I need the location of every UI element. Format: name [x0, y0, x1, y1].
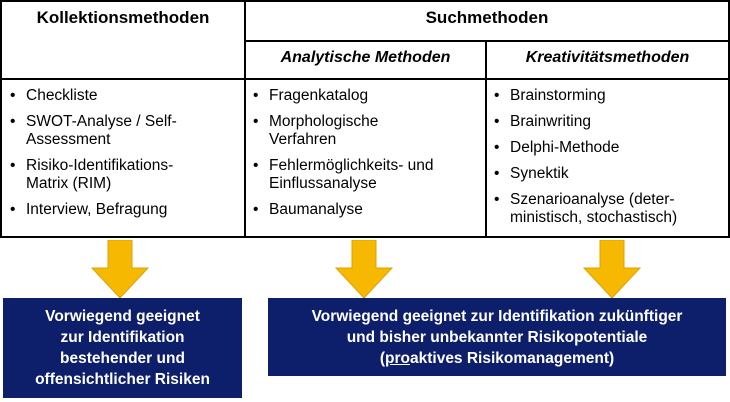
down-arrow-left	[90, 240, 150, 300]
list-item	[492, 139, 726, 157]
box-line: bestehender und	[60, 350, 185, 367]
box-zukuenftige-risiken	[268, 298, 726, 376]
box-line	[268, 348, 726, 369]
list-item	[492, 113, 726, 131]
down-arrow-center	[334, 240, 394, 300]
list-item	[251, 87, 483, 105]
list-analytische-methoden	[251, 87, 483, 227]
divider-col1	[244, 0, 246, 238]
list-item	[251, 157, 483, 193]
list-item	[492, 191, 726, 227]
divider-subheader	[244, 40, 730, 42]
header-kollektionsmethoden: Kollektionsmethoden	[36, 8, 210, 27]
underlined-prefix: pro	[385, 349, 410, 367]
list-item	[8, 113, 240, 149]
item-line: Assessment	[26, 131, 111, 148]
item-line: Brainstorming	[510, 87, 606, 104]
item-line: Morphologische	[269, 113, 379, 130]
box-line: und bisher unbekannter Risikopotentiale	[346, 328, 648, 346]
table-border-bottom	[0, 236, 730, 238]
list-item	[492, 165, 726, 183]
subheader-kreativitaetsmethoden: Kreativitätsmethoden	[525, 49, 690, 66]
list-item	[251, 113, 483, 149]
item-line: Interview, Befragung	[26, 201, 168, 218]
header-suchmethoden: Suchmethoden	[425, 8, 549, 27]
list-item	[8, 87, 240, 105]
list-item	[251, 201, 483, 219]
list-kreativitaetsmethoden	[492, 87, 726, 235]
item-line: Einflussanalyse	[269, 175, 377, 192]
item-line: Baumanalyse	[269, 201, 363, 218]
item-line: Fehlermöglichkeits- und	[269, 157, 434, 174]
divider-header	[0, 78, 730, 80]
divider-col2	[485, 40, 487, 238]
box-line: Vorwiegend geeignet zur Identifikation zukünftiger	[311, 307, 683, 325]
table-border-left	[0, 0, 2, 238]
table-border-top	[0, 0, 730, 2]
subheader-analytische-methoden: Analytische Methoden	[280, 49, 451, 66]
item-line: SWOT-Analyse / Self-	[26, 113, 177, 130]
box-line: offensichtlicher Risiken	[35, 371, 210, 388]
item-line: Risiko-Identifikations-	[26, 157, 174, 174]
box-line: Vorwiegend geeignet	[45, 308, 200, 325]
box-text: aktives Risikomanagement)	[409, 349, 615, 367]
item-line: Synektik	[510, 165, 569, 182]
box-text: (	[379, 349, 386, 367]
item-line: Szenarioanalyse (deter-	[510, 191, 675, 208]
list-item	[492, 87, 726, 105]
item-line: Matrix (RIM)	[26, 175, 112, 192]
item-line: Verfahren	[269, 131, 337, 148]
box-line: zur Identifikation	[60, 329, 185, 346]
list-item	[8, 201, 240, 219]
list-item	[8, 157, 240, 193]
down-arrow-right	[582, 240, 642, 300]
item-line: ministisch, stochastisch)	[510, 209, 678, 226]
item-line: Delphi-Methode	[510, 139, 620, 156]
item-line: Checkliste	[26, 87, 98, 104]
item-line: Fragenkatalog	[269, 87, 369, 104]
box-bestehende-risiken	[3, 298, 242, 398]
item-line: Brainwriting	[510, 113, 591, 130]
list-kollektionsmethoden	[8, 87, 240, 227]
